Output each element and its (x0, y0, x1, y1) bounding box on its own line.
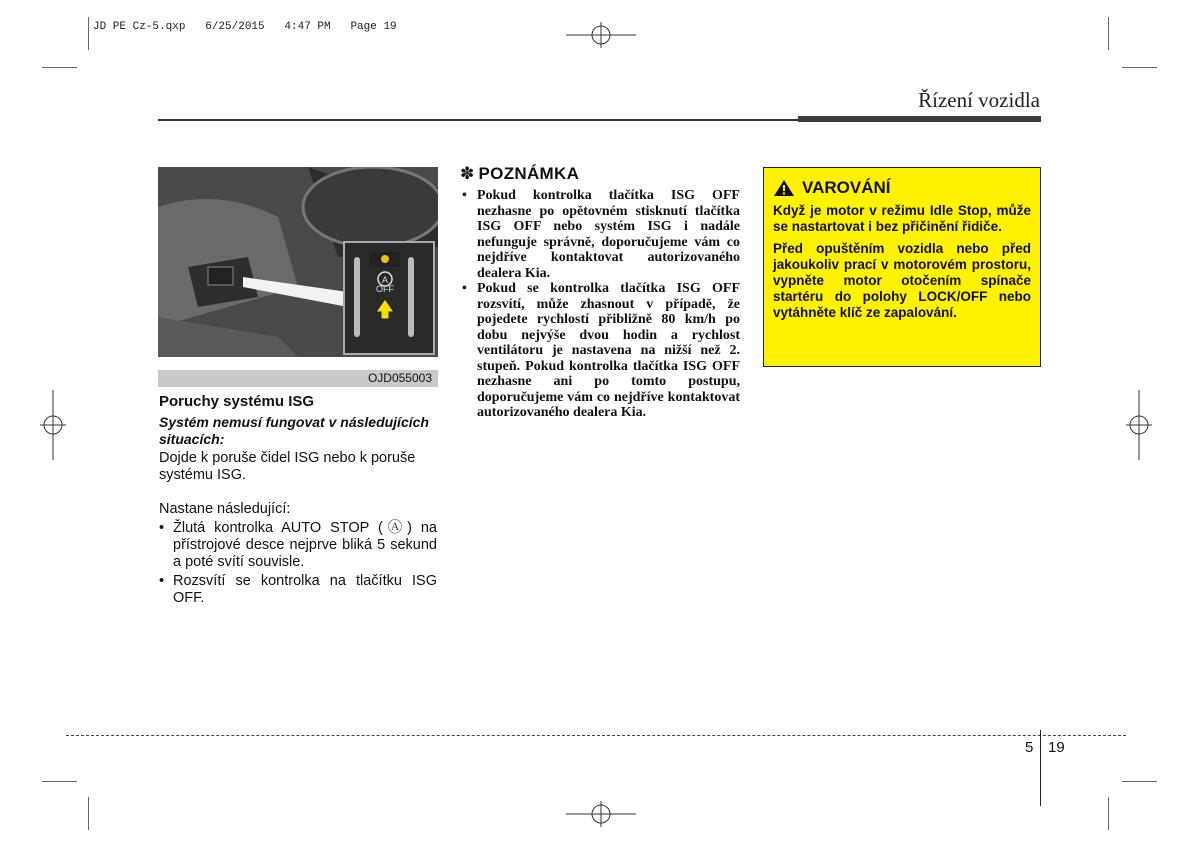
dashboard-photo (158, 167, 438, 357)
result-intro: Nastane následující: (159, 501, 291, 517)
header-bar (798, 116, 1041, 122)
crop-mark (1122, 781, 1157, 782)
footer-dashed-rule (66, 735, 1126, 736)
crop-mark (42, 781, 77, 782)
figure-code-bar (158, 370, 438, 387)
registration-mark-left (40, 390, 66, 460)
footer-separator (1040, 730, 1041, 806)
list-item: • Žlutá kontrolka AUTO STOP (Ⓐ) na přístrojové desce nejprve bliká 5 sekund a poté svítí souvisle. (159, 520, 437, 571)
crop-mark (88, 797, 89, 830)
dashboard-photo-drawing (158, 167, 438, 357)
warning-triangle-icon (773, 179, 795, 197)
chapter-title: Řízení vozidla (918, 88, 1040, 112)
section-number: 5 (1025, 739, 1034, 756)
crop-mark (1108, 797, 1109, 830)
figure-code: OJD055003 (367, 371, 432, 385)
crop-mark (1108, 17, 1109, 50)
warning-box (763, 167, 1041, 367)
isg-fault-section (159, 393, 437, 607)
warning-paragraph: Když je motor v režimu Idle Stop, může se nastartovat i bez přičinění řidiče. (773, 203, 1031, 234)
registration-mark-right (1126, 390, 1152, 460)
page-number: 19 (1048, 739, 1065, 756)
section-heading: Poruchy systému ISG (159, 393, 315, 410)
registration-mark-top (566, 22, 636, 48)
warning-paragraph: Před opuštěním vozidla nebo před jakoukoliv prací v motorovém prostoru, vypněte motor otočením spínače startéru do polohy LOCK/OFF nebo vytáhněte klíč ze zapalování. (773, 241, 1031, 320)
crop-mark (1122, 67, 1157, 68)
svg-text:A: A (381, 275, 389, 285)
note-heading (460, 164, 740, 184)
note-section (460, 164, 740, 421)
section-subheading: Systém nemusí fungovat v následujících situacích: (159, 414, 429, 447)
header-rule (158, 119, 798, 121)
crop-mark (42, 67, 77, 68)
list-item: • Pokud se kontrolka tlačítka ISG OFF rozsvítí, může zhasnout v případě, že pojedete rychlostí přibližně 80 km/h po dobu nejvýše dvou hodin a rychlost ventilátoru je nastavena na nižší než 2. stupeň. Pokud kontrolka tlačítka ISG OFF nezhasne ani po tomto postupu, doporučujeme vám co nejdříve kontaktovat autorizovaného dealera Kia. (460, 281, 740, 421)
note-title: POZNÁMKA (478, 164, 580, 183)
button-off-label: OFF (376, 284, 394, 294)
print-slug: JD PE Cz-5.qxp 6/25/2015 4:47 PM Page 19 (93, 21, 397, 33)
registration-mark-bottom (566, 801, 636, 827)
result-list (159, 520, 437, 607)
warning-heading (773, 178, 1031, 198)
note-symbol-icon: ✽ (460, 164, 475, 183)
warning-title: VAROVÁNÍ (802, 178, 891, 197)
list-item: • Pokud kontrolka tlačítka ISG OFF nezhasne po opětovném stisknutí tlačítka ISG OFF nebo systém ISG i nadále nefunguje správně, doporučujeme vám co nejdříve kontaktovat autorizovaného dealera Kia. (460, 188, 740, 281)
crop-mark (88, 17, 89, 50)
fault-paragraph: Dojde k poruše čidel ISG nebo k poruše systému ISG. (159, 450, 416, 483)
list-item: • Rozsvítí se kontrolka na tlačítku ISG OFF. (159, 573, 437, 607)
note-list (460, 188, 740, 421)
